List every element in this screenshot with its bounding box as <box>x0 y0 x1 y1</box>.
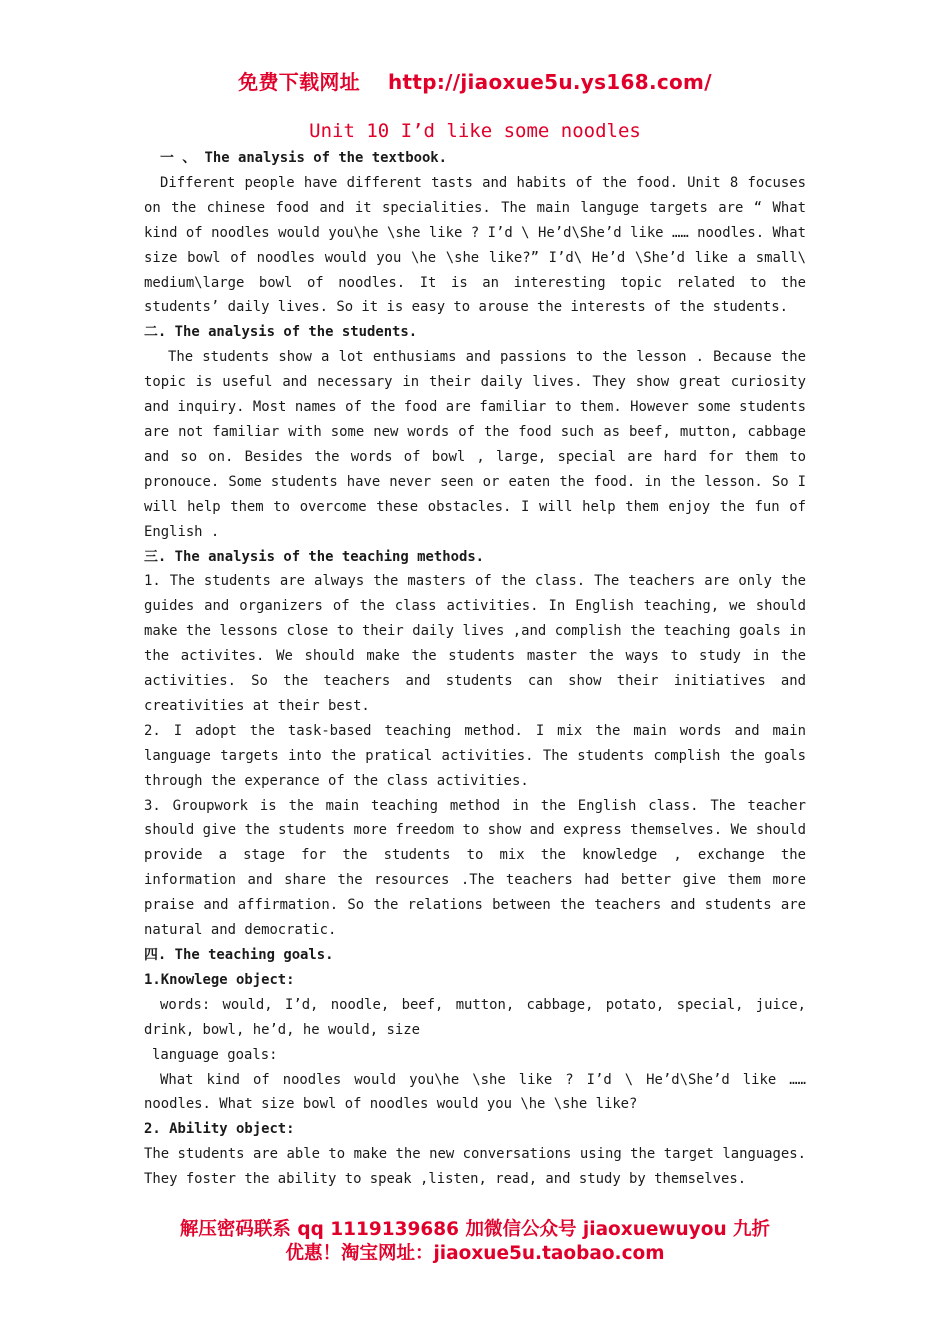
paragraph-words: words: would, I’d, noodle, beef, mutton, cabbage, potato, special, juice, drink, bowl, he’d, he would, size <box>144 996 806 1038</box>
label-language-goals: language goals: <box>152 1046 278 1063</box>
header-banner <box>0 66 950 95</box>
subheading-ability: 2. Ability object: <box>144 1121 295 1138</box>
section-heading-students: 二. The analysis of the students. <box>144 324 418 341</box>
footer-line-1: 解压密码联系 qq 1119139686 加微信公众号 jiaoxuewuyou 九折 <box>179 1219 771 1240</box>
paragraph-ability: The students are able to make the new conversations using the target languages. They foster the ability to speak ,listen, read, and study by themselves. <box>144 1146 806 1188</box>
section-heading-textbook: 一 、 The analysis of the textbook. <box>160 150 448 166</box>
footer-line-2: 优惠！淘宝网址：jiaoxue5u.taobao.com <box>285 1243 665 1264</box>
section-heading-methods: 三. The analysis of the teaching methods. <box>144 548 485 565</box>
header-label: 免费下载网址 <box>238 70 360 94</box>
paragraph-method-3: 3. Groupwork is the main teaching method in the English class. The teacher should give the students more freedom to show and express themselves. We should provide a stage for the students to mix the knowledge , exchange the information and share the resources .The teachers had better give them more praise and affirmation. So the relations between the teachers and students are natural and democratic. <box>144 797 806 939</box>
paragraph-students: The students show a lot enthusiams and passions to the lesson . Because the topic is useful and necessary in their daily lives. They show great curiosity and inquiry. Most names of the food are familiar to them. However some students are not familiar with some new words of the food such as beef, mutton, cabbage and so on. Besides the words of bowl , large, special are hard for them to pronouce. Some students have never seen or eaten the food. in the lesson. So I will help them to overcome these obstacles. I will help them enjoy the fun of English . <box>144 349 806 540</box>
paragraph-textbook: Different people have different tasts and habits of the food. Unit 8 focuses on the chinese food and it specialities. The main languge targets are “ What kind of noodles would you\he \she like ? I’d \ He’d\She’d like …… noodles. What size bowl of noodles would you \he \she like?” I’d\ He’d \She’d like a small\ medium\large bowl of noodles. It is an interesting topic related to the students’ daily lives. So it is easy to arouse the interests of the students. <box>144 174 806 316</box>
paragraph-method-2: 2. I adopt the task-based teaching method. I mix the main words and main language targets into the pratical activities. The students complish the goals through the experance of the class activities. <box>144 722 806 789</box>
paragraph-language-goals: What kind of noodles would you\he \she like ? I’d \ He’d\She’d like …… noodles. What size bowl of noodles would you \he \she like? <box>144 1071 806 1113</box>
subheading-knowledge: 1.Knowlege object: <box>144 971 295 988</box>
document-title: Unit 10 I’d like some noodles <box>309 120 641 142</box>
document-body <box>144 146 806 1192</box>
section-heading-goals: 四. The teaching goals. <box>144 947 334 963</box>
paragraph-method-1: 1. The students are always the masters of the class. The teachers are only the guides and organizers of the class activities. In English teaching, we should make the lessons close to their daily lives ,and complish the teaching goals in the activites. We should make the students master the ways to study in the activities. So the teachers and students can show their initiatives and creativities at their best. <box>144 573 806 714</box>
header-url-link[interactable]: http://jiaoxue5u.ys168.com/ <box>387 70 712 94</box>
footer-banner <box>0 1218 950 1266</box>
